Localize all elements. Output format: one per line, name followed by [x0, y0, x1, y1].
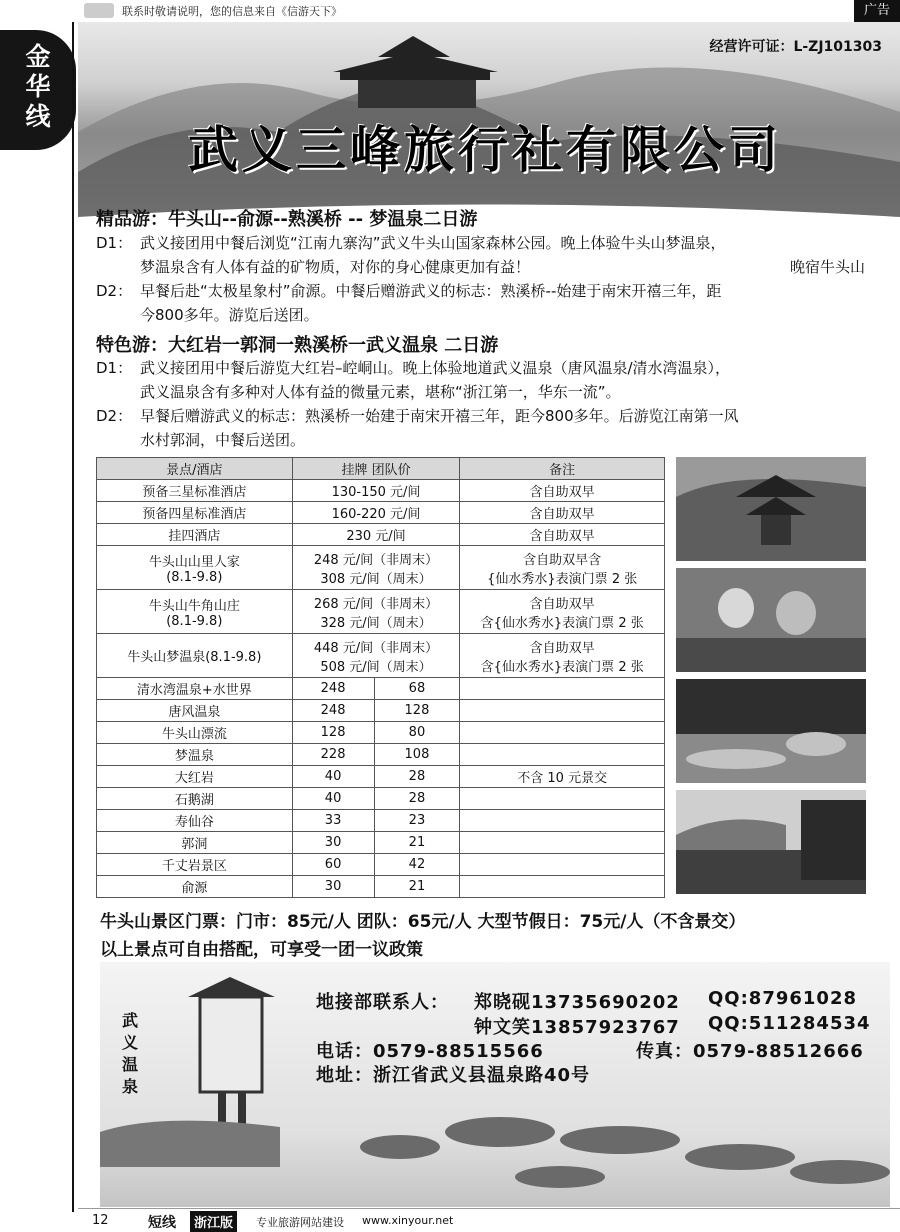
contact-person-2: 钟文笑13857923767: [474, 1017, 680, 1038]
hotel-price: [292, 634, 460, 678]
ticket-info: 牛头山景区门票：门市：85元/人 团队：65元/人 大型节假日：75元/人（不含景交）: [100, 912, 746, 932]
spring-sign-text: 武义温泉: [122, 1011, 139, 1096]
spot-note: [460, 876, 665, 898]
spot-note: [460, 700, 665, 722]
spot-group-price: 21: [374, 832, 460, 854]
hot-spring-people-art: [676, 568, 866, 672]
spot-group-price: 68: [374, 678, 460, 700]
contact-qq-1: QQ:87961028: [708, 988, 857, 1009]
top-notice-text: 联系时敬请说明，您的信息来自《信游天下》: [122, 5, 342, 18]
price-weekend: 328 元/间（周末）: [320, 615, 432, 631]
note-line: {仙水秀水}表演门票 2 张: [487, 571, 638, 587]
table-header-row: [97, 458, 665, 480]
hotel-name-line: 牛头山梦温泉(8.1-9.8): [127, 650, 262, 665]
note-line: 含自助双早: [529, 596, 595, 612]
hotel-name: [97, 634, 293, 678]
spot-note: [460, 810, 665, 832]
header-note: 备注: [460, 458, 665, 480]
spot-list-price: 248: [292, 678, 374, 700]
outdoor-pool-photo: [676, 679, 866, 783]
hotel-price: 130-150 元/间: [292, 480, 460, 502]
table-row: [97, 744, 665, 766]
contact-phone: 电话：0579-88515566: [316, 1041, 544, 1062]
combo-policy: 以上景点可自由搭配，可享受一团一议政策: [100, 940, 423, 960]
spot-name: 大红岩: [97, 766, 293, 788]
hotel-price: 160-220 元/间: [292, 502, 460, 524]
tour2-d2-line1: 早餐后赠游武义的标志：熟溪桥一始建于南宋开禧三年，距今800多年。后游览江南第一风: [140, 407, 739, 425]
hot-spring-people-photo: [676, 568, 866, 672]
business-license: 经营许可证：L-ZJ101303: [709, 39, 882, 55]
hotel-name: [97, 590, 293, 634]
tour1-d2-line1: 早餐后赴“太极星象村”俞源。中餐后赠游武义的标志：熟溪桥--始建于南宋开禧三年，距: [140, 282, 722, 300]
table-row: [97, 788, 665, 810]
hotel-note: [460, 590, 665, 634]
pavilion-photo: [676, 457, 866, 561]
table-row: [97, 700, 665, 722]
contact-label: 地接部联系人：: [316, 992, 449, 1013]
note-line: 含{仙水秀水}表演门票 2 张: [480, 659, 644, 675]
tour1-d1-line2: 梦温泉含有人体有益的矿物质，对你的身心健康更加有益！: [140, 258, 531, 276]
footer-url[interactable]: www.xinyour.net: [362, 1214, 454, 1227]
pavilion-photo-art: [676, 457, 866, 561]
spot-list-price: 128: [292, 722, 374, 744]
tour1-d1-label: D1：: [96, 234, 133, 252]
spot-name: 石鹅湖: [97, 788, 293, 810]
spot-name: 郭洞: [97, 832, 293, 854]
outdoor-pool-art: [676, 679, 866, 783]
spot-group-price: 28: [374, 788, 460, 810]
spot-note: [460, 832, 665, 854]
spot-note: [460, 744, 665, 766]
price-table: [96, 457, 665, 898]
hotel-name-line: 牛头山山里人家: [148, 554, 240, 570]
hotel-name-line: 牛头山牛角山庄: [148, 598, 240, 614]
hotel-price: 230 元/间: [292, 524, 460, 546]
hotel-date-line: (8.1-9.8): [166, 613, 223, 629]
spot-group-price: 23: [374, 810, 460, 832]
hotel-name: 预备三星标准酒店: [97, 480, 293, 502]
note-line: 含{仙水秀水}表演门票 2 张: [480, 615, 644, 631]
price-weekday: 448 元/间（非周末）: [313, 640, 439, 656]
hotel-note: 含自助双早: [460, 502, 665, 524]
top-notice-bar: [78, 0, 900, 23]
spot-group-price: 108: [374, 744, 460, 766]
hotel-price: [292, 590, 460, 634]
mountain-pool-art: [676, 790, 866, 894]
spot-note: [460, 854, 665, 876]
spot-group-price: 28: [374, 766, 460, 788]
hotel-name: [97, 546, 293, 590]
spot-group-price: 80: [374, 722, 460, 744]
tour1-d1-stay: 晚宿牛头山: [790, 258, 866, 276]
contact-person-1: 郑晓砚13735690202: [474, 992, 680, 1013]
spot-list-price: 40: [292, 788, 374, 810]
tour2-d2-label: D2：: [96, 407, 133, 425]
ad-tag: 广告: [854, 0, 900, 22]
tour2-d1-label: D1：: [96, 359, 133, 377]
hotel-note: 含自助双早: [460, 480, 665, 502]
hotel-note: 含自助双早: [460, 524, 665, 546]
page-number: 12: [92, 1213, 109, 1228]
spot-name: 寿仙谷: [97, 810, 293, 832]
header-price: 挂牌 团队价: [292, 458, 460, 480]
tour1-d1-line1: 武义接团用中餐后浏览“江南九寨沟”武义牛头山国家森林公园。晚上体验牛头山梦温泉，: [140, 234, 726, 252]
spot-list-price: 40: [292, 766, 374, 788]
spot-list-price: 248: [292, 700, 374, 722]
table-row: [97, 678, 665, 700]
spot-name: 梦温泉: [97, 744, 293, 766]
spot-note: [460, 678, 665, 700]
spot-group-price: 128: [374, 700, 460, 722]
side-tab-label: 金华线: [25, 42, 51, 131]
spot-name: 千丈岩景区: [97, 854, 293, 876]
price-weekend: 308 元/间（周末）: [320, 571, 432, 587]
spot-group-price: 42: [374, 854, 460, 876]
spot-name: 清水湾温泉+水世界: [97, 678, 293, 700]
spot-note: [460, 788, 665, 810]
spot-note: [460, 722, 665, 744]
table-row: [97, 546, 665, 590]
company-name: 武义三峰旅行社有限公司: [188, 120, 782, 179]
table-row: [97, 876, 665, 898]
spot-list-price: 60: [292, 854, 374, 876]
note-line: 含自助双早: [529, 640, 595, 656]
hotel-name: 预备四星标准酒店: [97, 502, 293, 524]
spot-list-price: 30: [292, 832, 374, 854]
hotel-date-line: (8.1-9.8): [166, 569, 223, 585]
side-route-tab: [0, 30, 76, 150]
price-weekday: 248 元/间（非周末）: [313, 552, 439, 568]
price-weekend: 508 元/间（周末）: [320, 659, 432, 675]
table-row: [97, 810, 665, 832]
tour1-title: 精品游：牛头山--俞源--熟溪桥 -- 梦温泉二日游: [96, 209, 478, 230]
tour2-d1-line1: 武义接团用中餐后游览大红岩–崆峒山。晚上体验地道武义温泉（唐风温泉/清水湾温泉），: [140, 359, 731, 377]
table-row: [97, 634, 665, 678]
contact-qq-2: QQ:511284534: [708, 1013, 871, 1034]
spot-list-price: 228: [292, 744, 374, 766]
header-spot: 景点/酒店: [97, 458, 293, 480]
spot-group-price: 21: [374, 876, 460, 898]
spot-name: 俞源: [97, 876, 293, 898]
hotel-note: [460, 634, 665, 678]
spot-list-price: 30: [292, 876, 374, 898]
spot-list-price: 33: [292, 810, 374, 832]
tour1-d2-label: D2：: [96, 282, 133, 300]
spot-note: 不含 10 元景交: [460, 766, 665, 788]
tour2-d1-line2: 武义温泉含有多种对人体有益的微量元素，堪称“浙江第一，华东一流”。: [140, 383, 621, 401]
spot-name: 唐风温泉: [97, 700, 293, 722]
side-divider: [72, 22, 74, 1212]
table-row: [97, 480, 665, 502]
table-row: [97, 524, 665, 546]
contact-address: 地址：浙江省武义县温泉路40号: [316, 1065, 591, 1086]
price-weekday: 268 元/间（非周末）: [313, 596, 439, 612]
table-row: [97, 854, 665, 876]
mountain-pool-photo: [676, 790, 866, 894]
spot-name: 牛头山漂流: [97, 722, 293, 744]
tour2-title: 特色游：大红岩一郭洞一熟溪桥一武义温泉 二日游: [96, 335, 499, 356]
publisher-logo: [84, 3, 114, 18]
hotel-price: [292, 546, 460, 590]
table-row: [97, 590, 665, 634]
note-line: 含自助双早含: [523, 552, 602, 568]
tour2-d2-line2: 水村郭洞，中餐后送团。: [140, 431, 306, 449]
table-row: [97, 502, 665, 524]
tour1-d2-line2: 今800多年。游览后送团。: [140, 306, 319, 324]
table-row: [97, 832, 665, 854]
contact-fax: 传真：0579-88512666: [636, 1041, 864, 1062]
table-row: [97, 766, 665, 788]
footer-section: 短线: [148, 1215, 176, 1231]
page-footer: [78, 1208, 900, 1231]
footer-edition: 浙江版: [190, 1211, 237, 1232]
hotel-note: [460, 546, 665, 590]
footer-slogan: 专业旅游网站建设: [256, 1216, 344, 1229]
table-row: [97, 722, 665, 744]
hotel-name: 挂四酒店: [97, 524, 293, 546]
